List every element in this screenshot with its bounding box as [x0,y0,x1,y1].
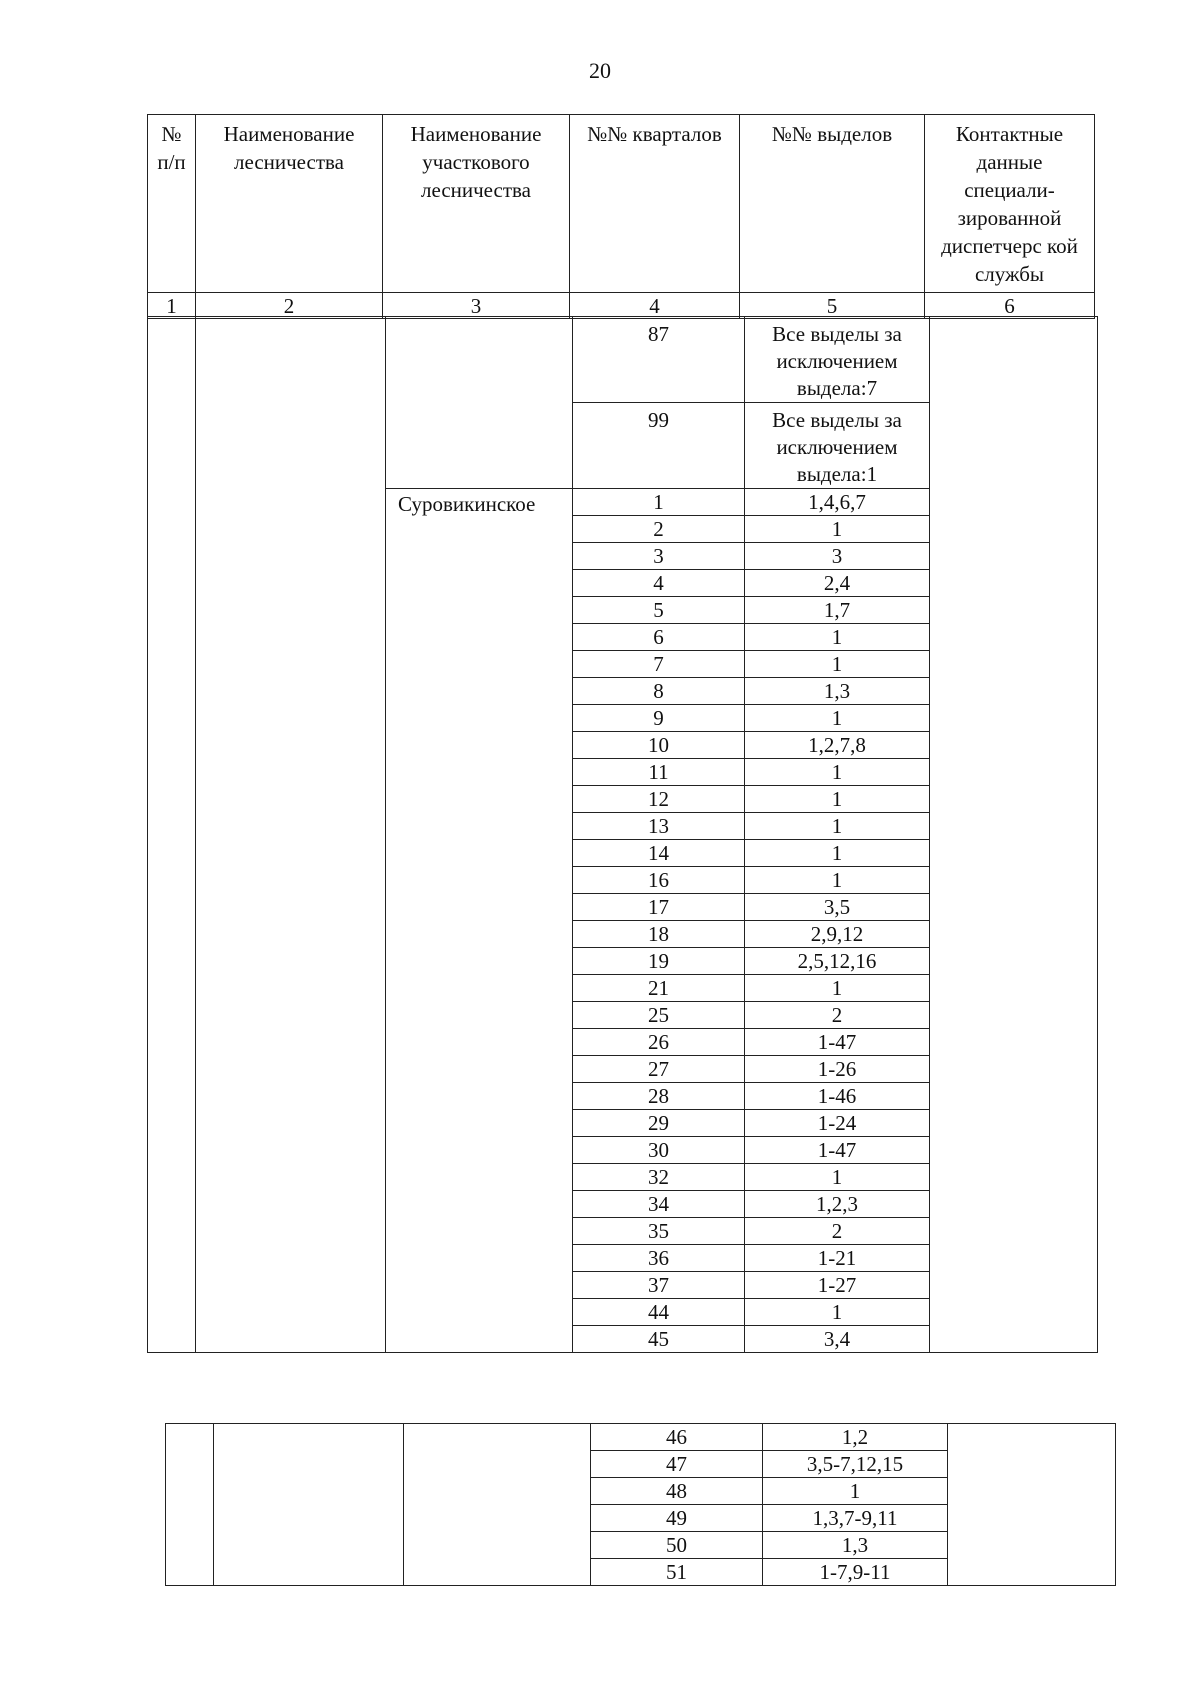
quarter-cell: 37 [573,1272,745,1299]
quarter-cell: 35 [573,1218,745,1245]
quarter-cell: 45 [573,1326,745,1353]
table-row [148,317,1098,403]
header-quarters: №№ кварталов [570,115,740,293]
vydels-cell: 1,3,7-9,11 [763,1505,948,1532]
vydels-cell: 1 [745,1164,930,1191]
vydels-cell: Все выделы за исключением выдела:7 [745,317,930,403]
column-number-row [148,293,1095,319]
vydels-cell: 1,2 [763,1424,948,1451]
column-number: 3 [383,293,570,319]
contacts-cell [948,1424,1116,1586]
vydels-cell: 1,2,7,8 [745,732,930,759]
vydels-cell: 1 [745,867,930,894]
district-name: Суровикинское [386,489,573,1353]
header-vydels: №№ выделов [740,115,925,293]
quarter-cell: 30 [573,1137,745,1164]
vydels-cell: Все выделы за исключением выдела:1 [745,403,930,489]
quarter-cell: 29 [573,1110,745,1137]
quarter-cell: 28 [573,1083,745,1110]
quarter-cell: 11 [573,759,745,786]
header-number: № п/п [148,115,196,293]
vydels-cell: 1 [745,840,930,867]
vydels-cell: 1-27 [745,1272,930,1299]
vydels-cell: 1 [745,759,930,786]
quarter-cell: 6 [573,624,745,651]
quarter-cell: 25 [573,1002,745,1029]
vydels-cell: 1,3 [763,1532,948,1559]
vydels-cell: 1,3 [745,678,930,705]
vydels-cell: 3,5-7,12,15 [763,1451,948,1478]
column-number: 6 [925,293,1095,319]
vydels-cell: 1-24 [745,1110,930,1137]
column-number: 4 [570,293,740,319]
vydels-cell: 2 [745,1002,930,1029]
page-number: 20 [589,58,611,83]
quarter-cell: 26 [573,1029,745,1056]
quarter-cell: 51 [591,1559,763,1586]
quarter-cell: 10 [573,732,745,759]
column-number: 2 [196,293,383,319]
quarter-cell: 2 [573,516,745,543]
quarter-cell: 36 [573,1245,745,1272]
column-number: 5 [740,293,925,319]
vydels-cell: 1 [745,1299,930,1326]
quarter-cell: 46 [591,1424,763,1451]
header-row [148,115,1095,293]
number-cell [148,317,196,1353]
vydels-cell: 1,4,6,7 [745,489,930,516]
vydels-cell: 2,5,12,16 [745,948,930,975]
vydels-cell: 1-7,9-11 [763,1559,948,1586]
vydels-cell: 1 [745,813,930,840]
table-continuation [165,1423,1116,1586]
quarter-cell: 87 [573,317,745,403]
quarter-cell: 48 [591,1478,763,1505]
quarter-cell: 13 [573,813,745,840]
forestry-cell [214,1424,404,1586]
quarter-cell: 27 [573,1056,745,1083]
quarter-cell: 9 [573,705,745,732]
district-cell-empty [404,1424,591,1586]
table-body [147,316,1098,1353]
vydels-cell: 1,7 [745,597,930,624]
district-cell-empty [386,317,573,489]
quarter-cell: 17 [573,894,745,921]
vydels-cell: 1 [745,975,930,1002]
vydels-cell: 1,2,3 [745,1191,930,1218]
quarter-cell: 7 [573,651,745,678]
vydels-cell: 2 [745,1218,930,1245]
vydels-cell: 2,4 [745,570,930,597]
vydels-cell: 1-47 [745,1137,930,1164]
quarter-cell: 3 [573,543,745,570]
quarter-cell: 18 [573,921,745,948]
vydels-cell: 1-47 [745,1029,930,1056]
vydels-cell: 3 [745,543,930,570]
quarter-cell: 21 [573,975,745,1002]
forestry-cell [196,317,386,1353]
quarter-cell: 16 [573,867,745,894]
header-district-forestry: Наименование участкового лесничества [383,115,570,293]
vydels-cell: 1-26 [745,1056,930,1083]
quarter-cell: 14 [573,840,745,867]
vydels-cell: 3,5 [745,894,930,921]
table-header [147,114,1095,319]
quarter-cell: 4 [573,570,745,597]
vydels-cell: 1 [745,624,930,651]
quarter-cell: 34 [573,1191,745,1218]
quarter-cell: 32 [573,1164,745,1191]
contacts-cell [930,317,1098,1353]
quarter-cell: 99 [573,403,745,489]
column-number: 1 [148,293,196,319]
vydels-cell: 2,9,12 [745,921,930,948]
header-contacts: Контактные данные специали-зированной диспетчерс кой службы [925,115,1095,293]
quarter-cell: 5 [573,597,745,624]
quarter-cell: 50 [591,1532,763,1559]
quarter-cell: 47 [591,1451,763,1478]
number-cell [166,1424,214,1586]
vydels-cell: 1 [745,651,930,678]
vydels-cell: 1-46 [745,1083,930,1110]
vydels-cell: 1 [745,786,930,813]
vydels-cell: 3,4 [745,1326,930,1353]
quarter-cell: 12 [573,786,745,813]
vydels-cell: 1-21 [745,1245,930,1272]
quarter-cell: 49 [591,1505,763,1532]
vydels-cell: 1 [745,705,930,732]
quarter-cell: 1 [573,489,745,516]
header-forestry: Наименование лесничества [196,115,383,293]
quarter-cell: 8 [573,678,745,705]
vydels-cell: 1 [745,516,930,543]
table-row [166,1424,1116,1451]
vydels-cell: 1 [763,1478,948,1505]
quarter-cell: 19 [573,948,745,975]
quarter-cell: 44 [573,1299,745,1326]
